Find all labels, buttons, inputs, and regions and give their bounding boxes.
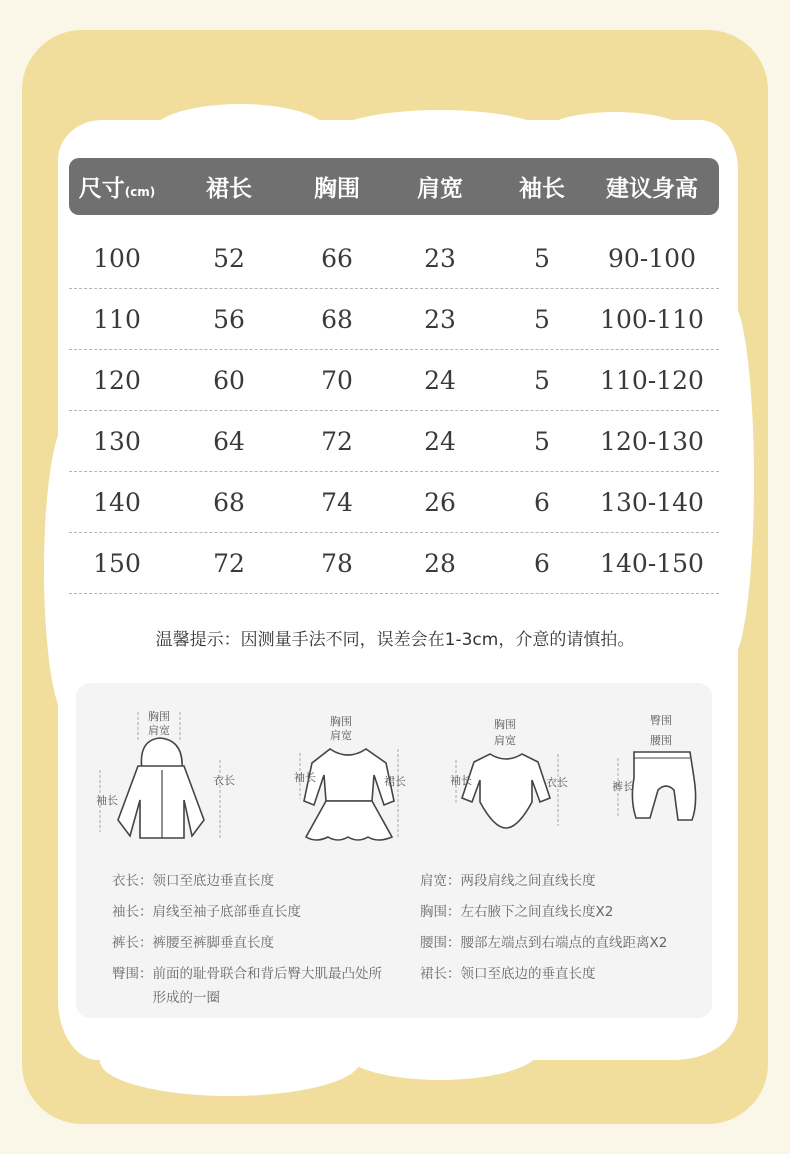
definition-item: 胸围：左右腋下之间直线长度X2 [420, 904, 614, 920]
cell-height: 120-130 [600, 426, 704, 456]
cell-skirt-length: 52 [213, 243, 245, 273]
chest-label: 胸围 [494, 718, 516, 731]
size-table-body [69, 228, 719, 594]
cell-size: 110 [93, 304, 141, 334]
definition-item: 袖长：肩线至袖子底部垂直长度 [112, 904, 301, 920]
cell-skirt-length: 60 [213, 365, 245, 395]
definition-item: 裤长：裤腰至裤脚垂直长度 [112, 935, 274, 951]
size-table-header [69, 158, 719, 215]
cell-size: 140 [93, 487, 141, 517]
cell-sleeve: 5 [534, 426, 550, 456]
header-chest: 胸围 [314, 176, 360, 202]
cell-height: 140-150 [600, 548, 704, 578]
header-height: 建议身高 [606, 176, 698, 202]
definition-item: 肩宽：两段肩线之间直线长度 [420, 873, 596, 889]
cell-sleeve: 5 [534, 243, 550, 273]
jacket-diagram [92, 700, 242, 850]
cell-chest: 68 [321, 304, 353, 334]
sleeve-label: 袖长 [450, 774, 472, 787]
wave-blob [150, 104, 330, 164]
definition-item: 裙长：领口至底边的垂直长度 [420, 966, 596, 982]
cell-shoulder: 23 [424, 304, 456, 334]
cell-sleeve: 6 [534, 548, 550, 578]
cell-shoulder: 23 [424, 243, 456, 273]
cell-shoulder: 28 [424, 548, 456, 578]
cell-skirt-length: 64 [213, 426, 245, 456]
shoulder-label: 肩宽 [148, 724, 170, 737]
wave-blob [340, 1018, 540, 1080]
table-row [69, 350, 719, 411]
table-row [69, 472, 719, 533]
chest-label: 胸围 [148, 710, 170, 723]
cell-sleeve: 5 [534, 365, 550, 395]
cell-skirt-length: 68 [213, 487, 245, 517]
cell-shoulder: 24 [424, 365, 456, 395]
header-skirt-length: 裙长 [206, 176, 252, 202]
hip-label: 臀围 [650, 714, 672, 727]
cell-shoulder: 26 [424, 487, 456, 517]
waist-label: 腰围 [650, 734, 672, 747]
header-sleeve: 袖长 [519, 176, 565, 202]
cell-skirt-length: 72 [213, 548, 245, 578]
sleeve-label: 袖长 [96, 794, 118, 807]
cell-height: 130-140 [600, 487, 704, 517]
header-size: 尺寸(cm) [78, 176, 156, 202]
length-label: 衣长 [213, 774, 235, 787]
shoulder-label: 肩宽 [494, 734, 516, 747]
cell-chest: 70 [321, 365, 353, 395]
cell-chest: 66 [321, 243, 353, 273]
cell-shoulder: 24 [424, 426, 456, 456]
cell-sleeve: 6 [534, 487, 550, 517]
length-label: 衣长 [546, 776, 568, 789]
cell-size: 150 [93, 548, 141, 578]
dress-diagram [286, 705, 411, 845]
cell-chest: 78 [321, 548, 353, 578]
cell-sleeve: 5 [534, 304, 550, 334]
cell-height: 100-110 [600, 304, 704, 334]
definitions-left [112, 866, 412, 1010]
romper-diagram [446, 710, 571, 840]
pants-length-label: 裤长 [612, 780, 634, 793]
pants-diagram [604, 708, 704, 838]
table-row [69, 411, 719, 472]
table-row [69, 533, 719, 594]
definitions-right [420, 866, 710, 990]
cell-chest: 74 [321, 487, 353, 517]
cell-height: 110-120 [600, 365, 704, 395]
cell-size: 120 [93, 365, 141, 395]
wave-blob [330, 110, 550, 162]
definition-item: 臀围： 前面的耻骨联合和背后臀大肌最凸处所形成的一圈 [112, 966, 382, 1006]
wave-blob [100, 1026, 360, 1096]
measurement-tip: 温馨提示：因测量手法不同，误差会在1-3cm，介意的请慎拍。 [155, 630, 635, 650]
table-row [69, 289, 719, 350]
definition-item: 衣长：领口至底边垂直长度 [112, 873, 274, 889]
definition-item: 腰围：腰部左端点到右端点的直线距离X2 [420, 935, 668, 951]
cell-height: 90-100 [608, 243, 696, 273]
wave-blob [540, 112, 690, 158]
cell-skirt-length: 56 [213, 304, 245, 334]
cell-chest: 72 [321, 426, 353, 456]
cell-size: 100 [93, 243, 141, 273]
skirt-length-label: 裙长 [384, 775, 406, 788]
chest-label: 胸围 [330, 715, 352, 728]
table-row [69, 228, 719, 289]
shoulder-label: 肩宽 [330, 729, 352, 742]
sleeve-label: 袖长 [294, 771, 316, 784]
cell-size: 130 [93, 426, 141, 456]
header-shoulder: 肩宽 [417, 176, 463, 202]
